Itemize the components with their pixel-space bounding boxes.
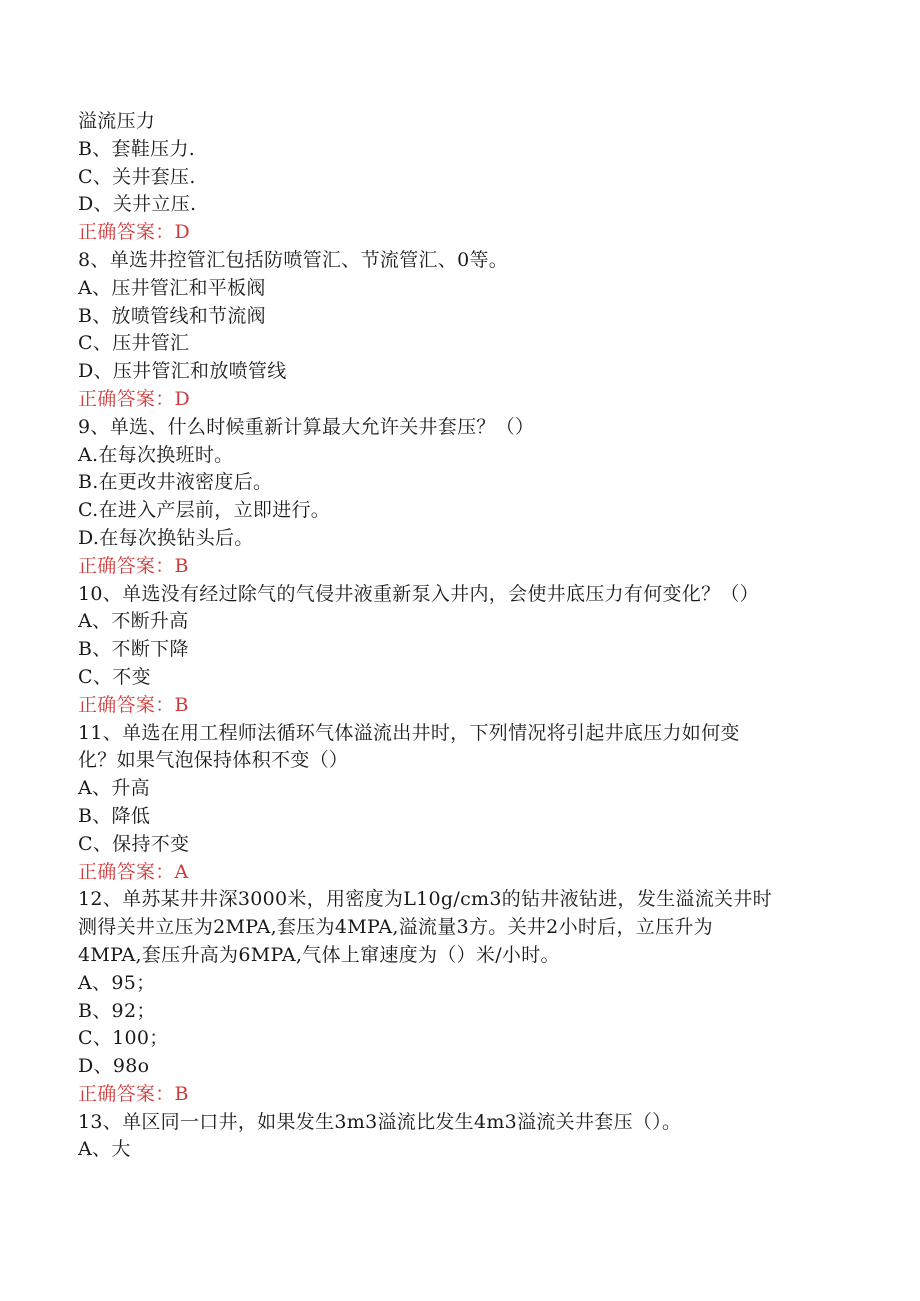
question-line: 10、单选没有经过除气的气侵井液重新泵入井内，会使井底压力有何变化？（） [78,582,759,605]
option-line: 溢流压力 [78,110,156,132]
document-page [78,108,848,1164]
question-line: 12、单苏某井井深3000米，用密度为L10g/cm3的钻井液钻进，发生溢流关井时 [78,888,772,911]
answer-line: 正确答案：B [78,693,189,716]
option-line: C.在进入产层前，立即进行。 [78,499,331,522]
option-line: D、压井管汇和放喷管线 [78,360,287,383]
question-line: 11、单选在用工程师法循环气体溢流出井时，下列情况将引起井底压力如何变 [78,721,740,744]
question-line: 8、单选井控管汇包括防喷管汇、节流管汇、0等。 [78,248,509,271]
option-line: D.在每次换钻头后。 [78,526,254,549]
option-line: B、不断下降 [78,638,189,661]
question-line: 13、单区同一口井，如果发生3m3溢流比发生4m3溢流关井套压（）。 [78,1110,682,1133]
question-line: 化？如果气泡保持体积不变（） [78,749,349,772]
option-line: B、放喷管线和节流阀 [78,304,266,327]
option-line: B、套鞋压力. [78,137,196,160]
question-line: 9、单选、什么时候重新计算最大允许关井套压？（） [78,415,535,438]
option-line: B、92； [78,999,156,1022]
question-line: 4MPA,套压升高为6MPA,气体上窜速度为（）米/小时。 [78,943,560,966]
option-line: B.在更改井液密度后。 [78,471,273,494]
option-line: C、保持不变 [78,832,190,855]
option-line: C、压井管汇 [78,332,190,355]
option-line: C、不变 [78,665,151,688]
option-line: A.在每次换班时。 [78,443,234,466]
option-line: A、不断升高 [78,610,189,633]
option-line: A、压井管汇和平板阀 [78,276,266,299]
question-line: 测得关井立压为2MPA,套压为4MPA,溢流量3方。关井2小时后，立压升为 [78,916,713,939]
answer-line: 正确答案：B [78,1082,189,1105]
answer-line: 正确答案：D [78,221,191,244]
option-line: A、大 [78,1138,131,1161]
option-line: C、100； [78,1027,169,1050]
option-line: A、升高 [78,777,150,800]
answer-line: 正确答案：B [78,554,189,577]
answer-line: 正确答案：D [78,387,191,410]
option-line: A、95； [78,971,156,994]
option-line: B、降低 [78,804,151,827]
option-line: C、关井套压. [78,165,196,188]
option-line: D、关井立压. [78,193,197,216]
option-line: D、98o [78,1055,150,1078]
answer-line: 正确答案：A [78,860,189,883]
